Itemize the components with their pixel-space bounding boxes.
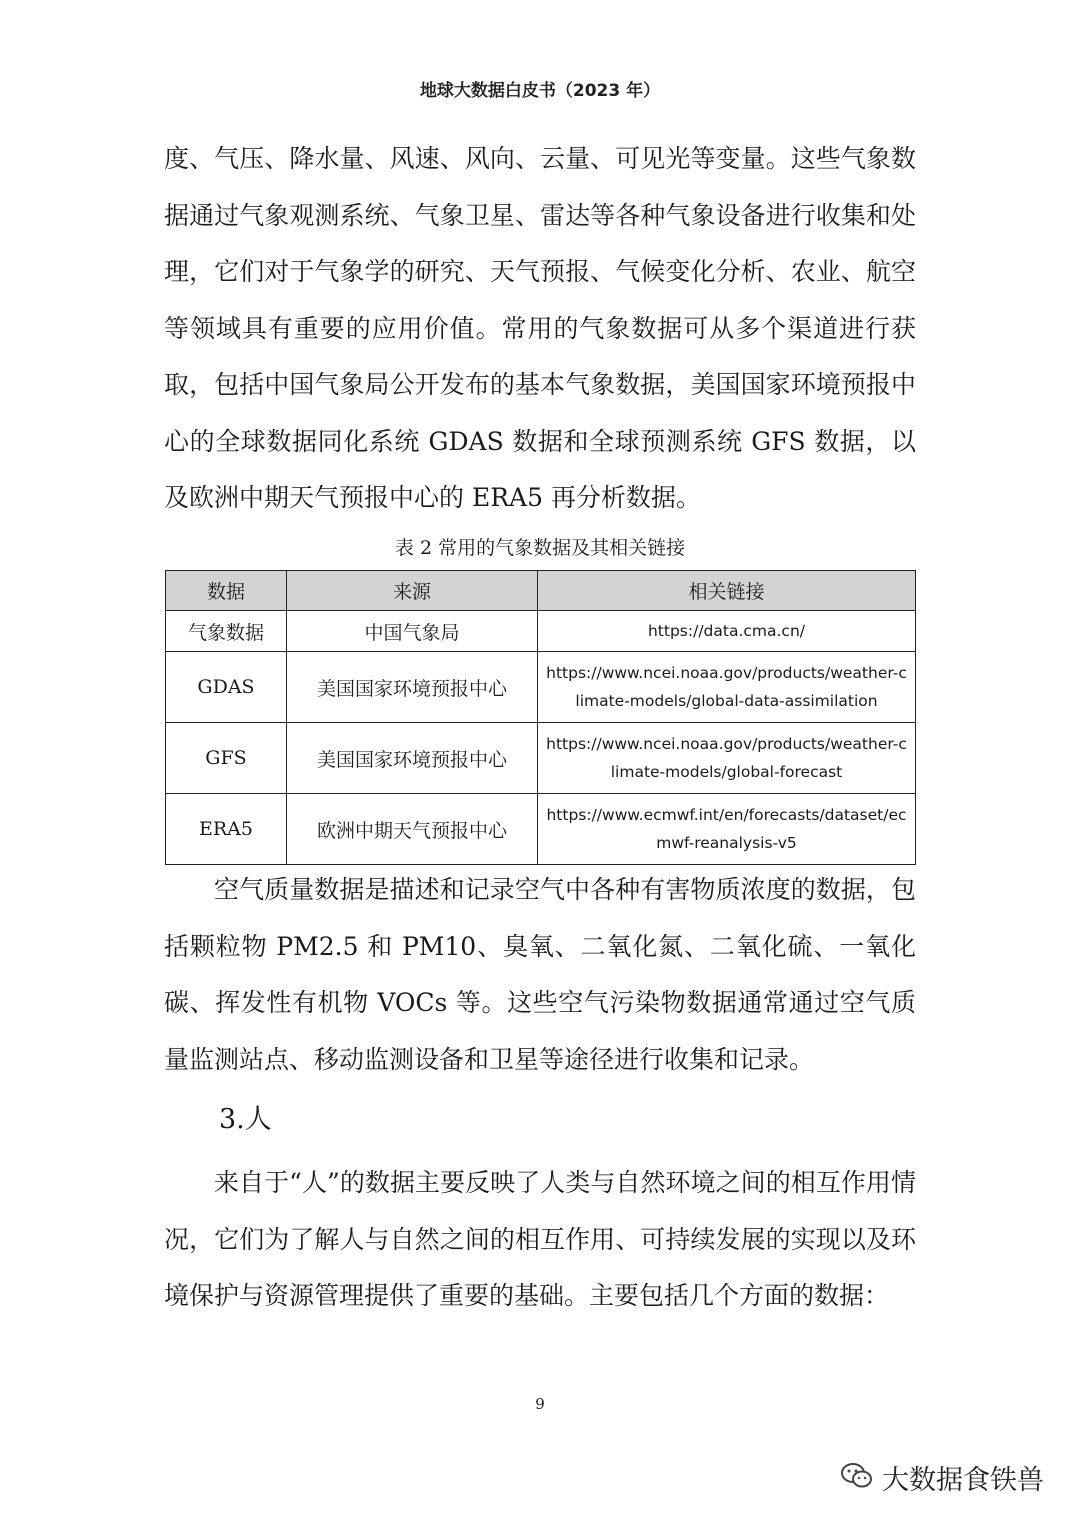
table-row: [166, 611, 916, 652]
cell-source: 欧洲中期天气预报中心: [287, 794, 538, 865]
table-row: [166, 794, 916, 865]
column-header-source: 来源: [287, 571, 538, 611]
cell-link[interactable]: https://www.ecmwf.int/en/forecasts/dataset/ecmwf-reanalysis-v5: [538, 794, 916, 865]
page-number: 9: [535, 1395, 545, 1413]
table-row: [166, 652, 916, 723]
cell-source: 中国气象局: [287, 611, 538, 652]
cell-data: ERA5: [166, 794, 287, 865]
running-header: 地球大数据白皮书（2023 年）: [419, 81, 661, 101]
cell-data: GFS: [166, 723, 287, 794]
paragraph-text: 度、气压、降水量、风速、风向、云量、可见光等变量。这些气象数据通过气象观测系统、气象卫星、雷达等各种气象设备进行收集和处理，它们对于气象学的研究、天气预报、气候变化分析、农业、航空等领域具有重要的应用价值。常用的气象数据可从多个渠道进行获取，包括中国气象局公开发布的基本气象数据，美国国家环境预报中心的全球数据同化系统 GDAS 数据和全球预测系统 GFS 数据，以及欧洲中期天气预报中心的 ERA5 再分析数据。: [164, 144, 916, 512]
section-heading: 3.人: [219, 1104, 272, 1135]
cell-link[interactable]: https://www.ncei.noaa.gov/products/weather-climate-models/global-data-assimilation: [538, 652, 916, 723]
paragraph-text: 空气质量数据是描述和记录空气中各种有害物质浓度的数据，包括颗粒物 PM2.5 和 PM10、臭氧、二氧化氮、二氧化硫、一氧化碳、挥发性有机物 VOCs 等。这些空气污染物数据通常通过空气质量监测站点、移动监测设备和卫星等途径进行收集和记录。: [164, 875, 916, 1074]
cell-source: 美国国家环境预报中心: [287, 723, 538, 794]
meteorological-data-table: [165, 570, 916, 865]
watermark-text: 大数据食铁兽: [882, 1465, 1044, 1496]
wechat-icon: [840, 1461, 874, 1495]
column-header-data: 数据: [166, 571, 287, 611]
cell-data: GDAS: [166, 652, 287, 723]
watermark: [840, 1458, 1044, 1497]
table-row: [166, 723, 916, 794]
paragraph-human: [164, 1155, 916, 1325]
cell-data: 气象数据: [166, 611, 287, 652]
column-header-link: 相关链接: [538, 571, 916, 611]
paragraph-meteorological: [164, 131, 916, 527]
cell-link[interactable]: https://www.ncei.noaa.gov/products/weather-climate-models/global-forecast: [538, 723, 916, 794]
cell-source: 美国国家环境预报中心: [287, 652, 538, 723]
table-header-row: [166, 571, 916, 611]
paragraph-text: 来自于“人”的数据主要反映了人类与自然环境之间的相互作用情况，它们为了解人与自然之间的相互作用、可持续发展的实现以及环境保护与资源管理提供了重要的基础。主要包括几个方面的数据：: [164, 1168, 916, 1310]
paragraph-air-quality: [164, 862, 916, 1088]
cell-link[interactable]: https://data.cma.cn/: [538, 611, 916, 652]
table-caption: 表 2 常用的气象数据及其相关链接: [394, 537, 686, 559]
